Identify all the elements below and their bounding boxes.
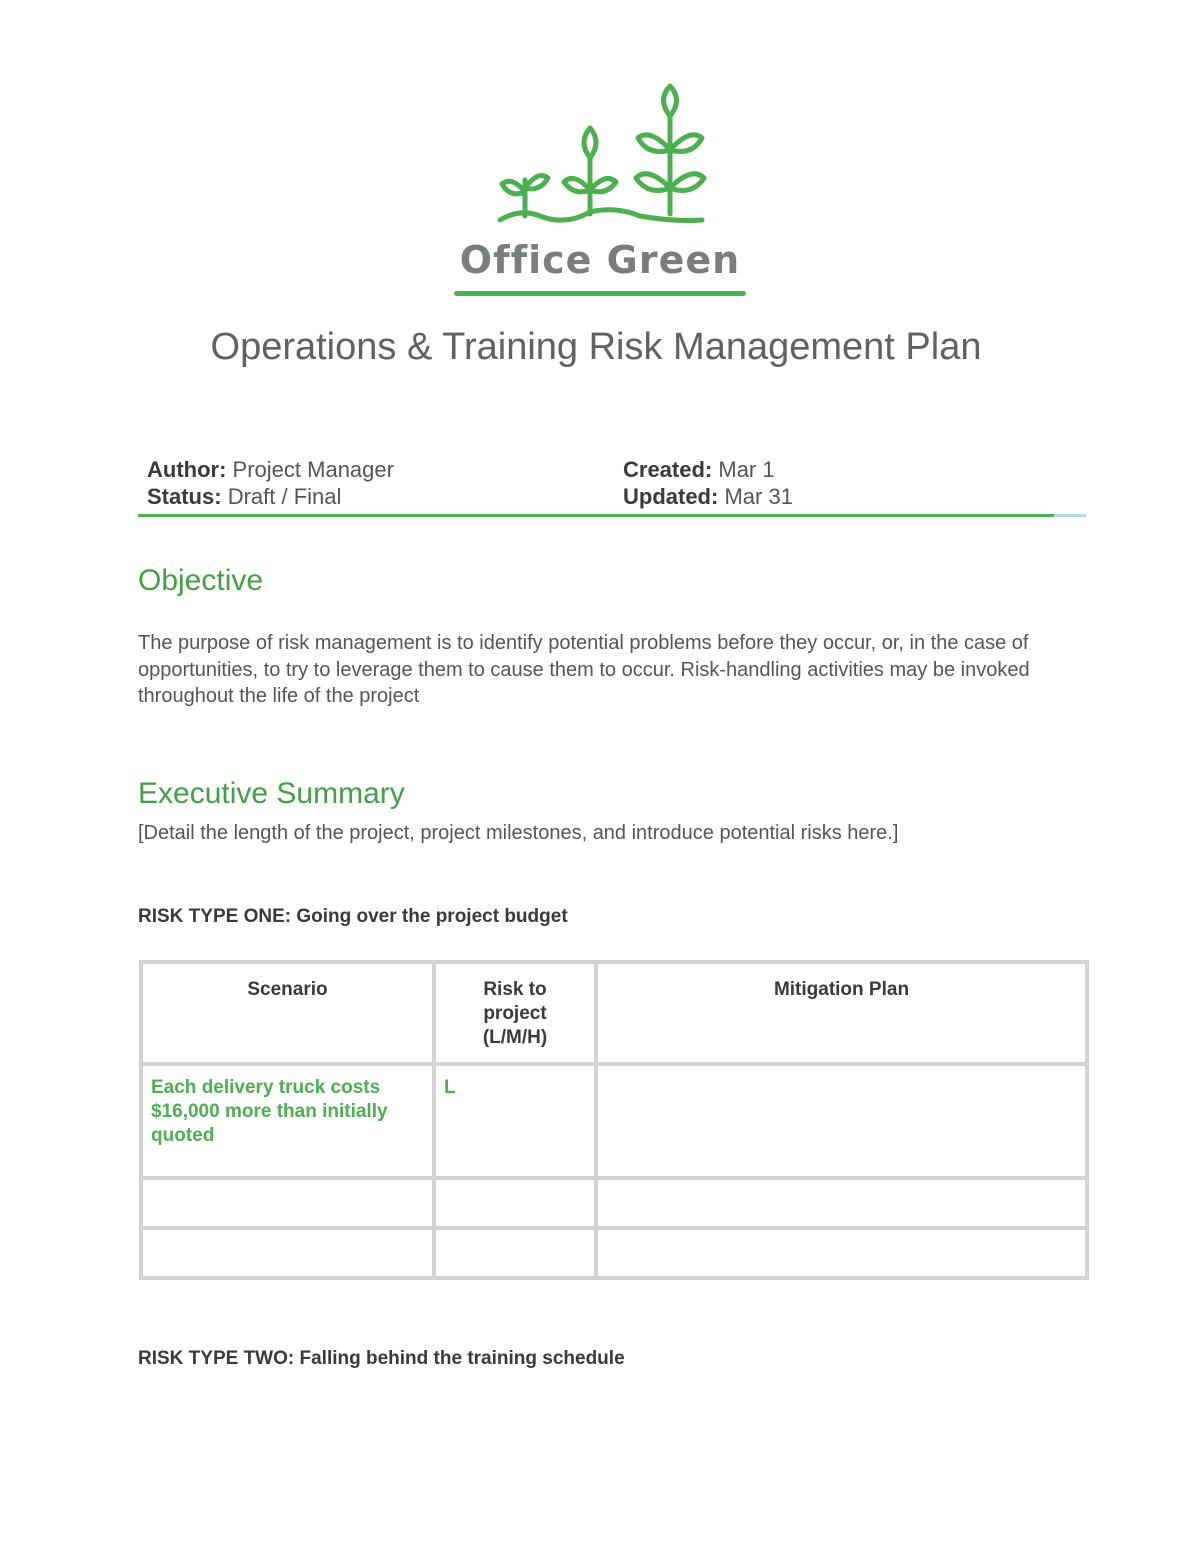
logo-name: Office Green	[459, 238, 741, 282]
meta-divider	[138, 514, 1054, 517]
mitigation-cell	[596, 1228, 1087, 1278]
updated-value: Mar 31	[724, 484, 793, 509]
meta-right-block	[623, 456, 793, 510]
executive-summary-text: [Detail the length of the project, project milestones, and introduce potential risks here.]	[138, 822, 899, 844]
objective-heading: Objective	[138, 564, 264, 597]
plants-icon	[440, 80, 760, 230]
table-row	[141, 1178, 1087, 1228]
risk-type-one-heading: RISK TYPE ONE: Going over the project budget	[138, 906, 568, 927]
table-row	[141, 1064, 1087, 1178]
author-value: Project Manager	[232, 457, 394, 482]
risk-one-table	[139, 960, 1089, 1280]
table-row	[141, 1228, 1087, 1278]
scenario-cell	[141, 1178, 434, 1228]
meta-left-block	[147, 456, 394, 510]
scenario-cell	[141, 1228, 434, 1278]
created-label: Created:	[623, 457, 713, 482]
risk-cell: L	[434, 1064, 596, 1178]
updated-line	[623, 483, 793, 510]
status-line	[147, 483, 394, 510]
risk-cell	[434, 1178, 596, 1228]
author-label: Author:	[147, 457, 227, 482]
created-value: Mar 1	[718, 457, 775, 482]
mitigation-cell	[596, 1178, 1087, 1228]
document-title: Operations & Training Risk Management Plan	[210, 326, 982, 368]
column-header-mitigation: Mitigation Plan	[596, 962, 1087, 1064]
risk-type-two-heading: RISK TYPE TWO: Falling behind the training schedule	[138, 1348, 625, 1369]
created-line	[623, 456, 793, 483]
meta-divider-tail	[1054, 514, 1086, 517]
logo-underline	[454, 291, 746, 296]
status-label: Status:	[147, 484, 222, 509]
author-line	[147, 456, 394, 483]
status-value: Draft / Final	[227, 484, 342, 509]
table-header-row	[141, 962, 1087, 1064]
mitigation-cell	[596, 1064, 1087, 1178]
column-header-scenario: Scenario	[141, 962, 434, 1064]
column-header-risk-text: Risk to project (L/M/H)	[482, 979, 548, 1048]
scenario-cell: Each delivery truck costs $16,000 more than initially quoted	[141, 1064, 434, 1178]
updated-label: Updated:	[623, 484, 719, 509]
column-header-risk	[434, 962, 596, 1064]
risk-cell	[434, 1228, 596, 1278]
objective-text: The purpose of risk management is to identify potential problems before they occur, or, in the case of opportunities, to try to leverage them to cause them to occur. Risk-handling activities may be invoked throughout the life of the project	[138, 632, 1030, 707]
company-logo	[440, 80, 760, 310]
executive-summary-heading: Executive Summary	[138, 777, 405, 810]
